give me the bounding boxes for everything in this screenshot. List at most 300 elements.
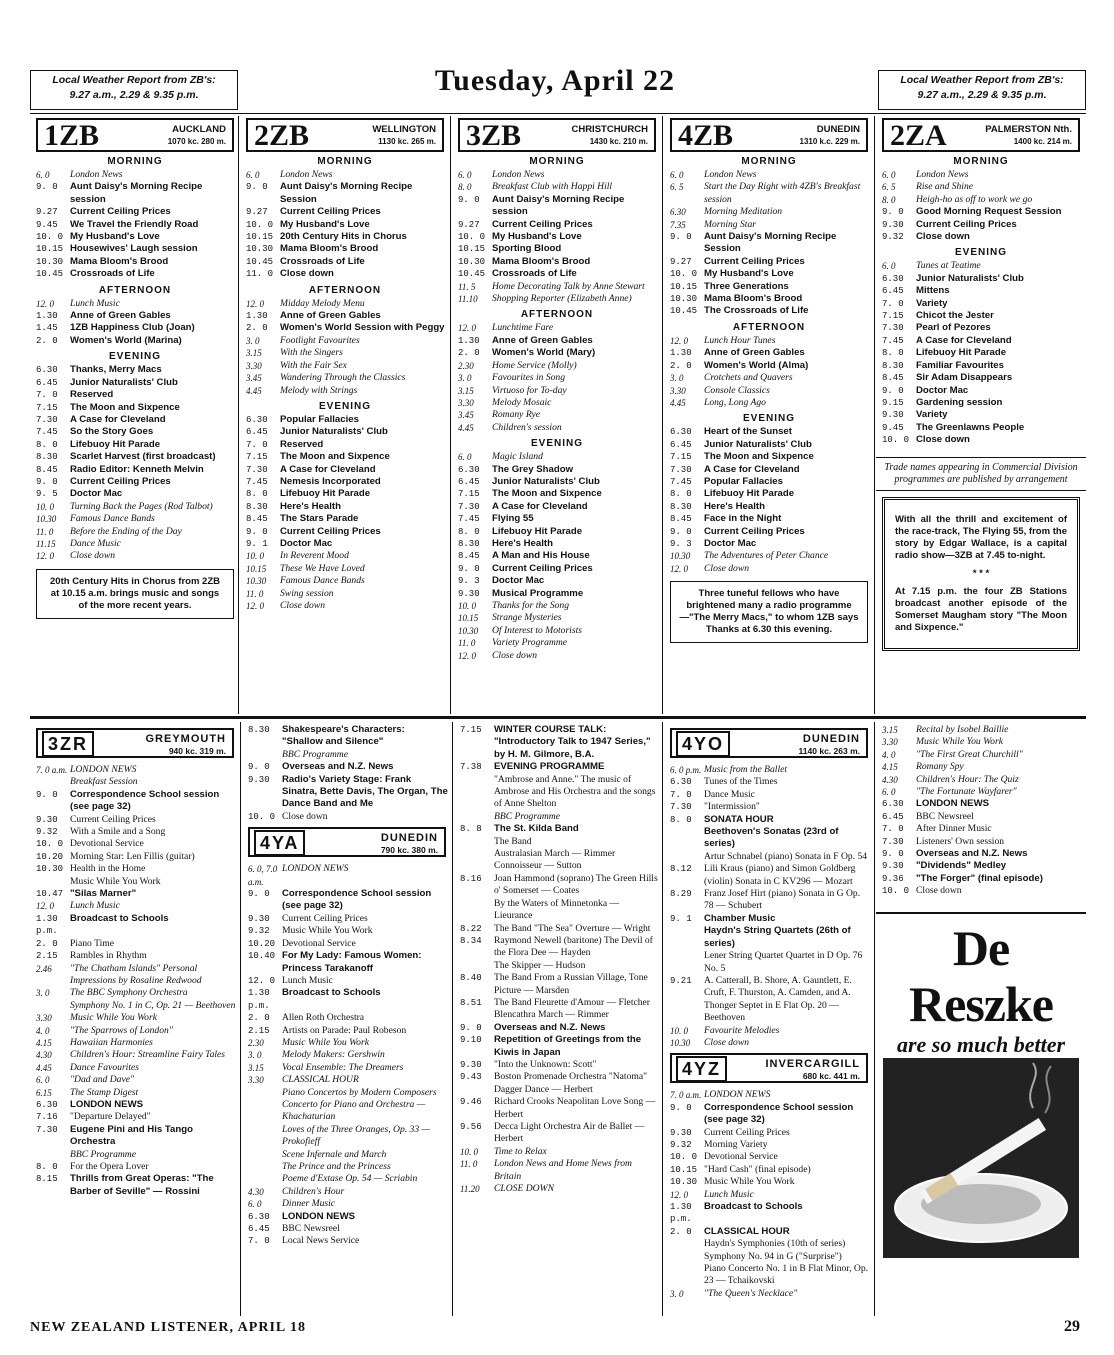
programme-item — [454, 1146, 662, 1158]
programme-title: Variety — [916, 409, 948, 421]
programme-item — [664, 181, 874, 206]
programme-item — [30, 1037, 240, 1049]
programme-title: For My Lady: Famous Women: Princess Tarakanoff — [282, 950, 422, 974]
programme-item — [454, 1096, 662, 1121]
programme-time: 11. 0 — [36, 526, 54, 537]
programme-time: 7. 0 — [670, 789, 692, 800]
programme-time: 7.30 — [36, 414, 58, 425]
programme-title: The Skipper — Hudson — [494, 959, 586, 971]
programme-item — [242, 1074, 452, 1086]
programme-title: Thanks, Merry Macs — [70, 364, 162, 376]
programme-item — [30, 863, 240, 875]
programme-time: 8.30 — [246, 501, 268, 512]
programme-title: Connoisseur — Sutton — [494, 860, 582, 872]
programme-item — [240, 451, 450, 463]
programme-title: Dance Favourites — [70, 1061, 140, 1073]
programme-title: My Husband's Love — [280, 218, 370, 230]
programme-title: Doctor Mac — [70, 488, 123, 500]
programme-title: Reserved — [70, 389, 114, 401]
programme-time: 8.30 — [882, 360, 904, 371]
programme-item — [452, 385, 662, 397]
programme-item — [242, 724, 452, 749]
programme-item — [664, 501, 874, 513]
column-rule — [450, 116, 451, 714]
programme-item — [876, 873, 1086, 885]
programme-item — [454, 1158, 662, 1183]
programme-item — [242, 987, 452, 1012]
programme-time: 7.45 — [882, 335, 904, 346]
programme-item — [664, 1139, 874, 1151]
programme-title: London News — [70, 169, 123, 180]
programme-time: 8.34 — [460, 935, 482, 946]
programme-time: 6.15 — [36, 1087, 52, 1098]
programme-item — [452, 526, 662, 538]
programme-item — [30, 814, 240, 826]
programme-time: 9. 0 — [670, 232, 692, 243]
programme-title: "Intermission" — [704, 801, 760, 813]
programme-time: 9.32 — [36, 827, 58, 838]
programme-time: 11.10 — [458, 294, 478, 305]
programme-time: 9.32 — [670, 1139, 692, 1150]
station-frequency: 1310 k.c. 229 m. — [799, 137, 860, 146]
programme-title: Flying 55 — [492, 513, 534, 525]
programme-time: 12. 0 — [36, 551, 54, 562]
programme-time: 12. 0 — [458, 650, 476, 661]
programme-item — [240, 231, 450, 243]
programme-item — [452, 360, 662, 372]
programme-title: Favourites in Song — [492, 372, 566, 384]
programme-time: 10.30 — [670, 294, 698, 305]
programme-title: Footlight Favourites — [280, 334, 360, 346]
programme-item — [240, 575, 450, 587]
programme-title: Children's Hour: Streamline Fairy Tales — [70, 1049, 226, 1061]
programme-item — [30, 950, 240, 962]
programme-time: 8.40 — [460, 973, 482, 984]
programme-title: Pearl of Pezores — [916, 322, 991, 334]
programme-item — [240, 513, 450, 525]
station-city: DUNEDIN — [816, 124, 860, 135]
programme-item — [30, 1062, 240, 1074]
programme-title: Piano Concertos by Modern Composers — [282, 1086, 437, 1098]
programme-title: Artur Schnabel (piano) Sonata in F Op. 54 — [704, 850, 868, 862]
programme-time: 4.45 — [246, 385, 262, 396]
programme-time: 3.30 — [882, 737, 898, 748]
programme-item — [240, 181, 450, 206]
programme-item — [876, 749, 1086, 761]
programme-time: 7. 0 — [882, 824, 904, 835]
programme-title: Junior Naturalists' Club — [492, 475, 600, 487]
programme-time: 6.30 — [670, 427, 692, 438]
programme-title: Close down — [280, 600, 326, 611]
programme-time: 2. 0 — [36, 938, 58, 949]
programme-title: LONDON NEWS — [70, 764, 137, 775]
programme-title: Lunch Music — [282, 974, 333, 986]
programme-item — [454, 774, 662, 811]
programme-item — [240, 464, 450, 476]
programme-title: Beethoven's Sonatas (23rd of series) — [704, 826, 839, 850]
programme-time: 12. 0 — [670, 335, 688, 346]
programme-time: 9.45 — [36, 219, 58, 230]
programme-title: Correspondence School session (see page 32) — [282, 888, 432, 912]
programme-time: 7.15 — [670, 452, 692, 463]
programme-item — [454, 761, 662, 773]
programme-time: 10.30 — [670, 1177, 698, 1188]
station-header — [36, 118, 234, 152]
programme-time: 11. 0 — [460, 1159, 478, 1170]
programme-title: Close down — [916, 885, 962, 897]
programme-time: 7.30 — [458, 501, 480, 512]
programme-time: 6.45 — [36, 377, 58, 388]
programme-title: SONATA HOUR — [704, 813, 774, 825]
programme-title: Variety Programme — [492, 637, 568, 649]
station-frequency: 680 kc. 441 m. — [802, 1071, 860, 1082]
programme-title: My Husband's Love — [704, 268, 794, 280]
programme-title: The St. Kilda Band — [494, 823, 579, 835]
programme-time: 8. 8 — [460, 824, 482, 835]
programme-time: 9. 0 — [246, 526, 268, 537]
programme-title: Lunch Music — [704, 1188, 754, 1200]
section-heading: AFTERNOON — [520, 309, 594, 321]
programme-time: 10. 0 — [458, 232, 486, 243]
programme-item — [664, 293, 874, 305]
programme-item — [30, 439, 240, 451]
programme-item — [240, 322, 450, 334]
programme-time: 10.30 — [670, 1037, 691, 1048]
programme-time: 3. 0 — [670, 373, 684, 384]
programme-title: Poeme d'Extase Op. 54 — Scriabin — [282, 1173, 418, 1185]
programme-title: Devotional Service — [70, 838, 144, 850]
programme-time: 10. 0 — [882, 886, 910, 897]
programme-title: Strange Mysteries — [492, 612, 562, 624]
promo-paragraph: At 7.15 p.m. the four ZB Stations broadcast another episode of the Somerset Maugham story "The Moon and Sixpence." — [895, 585, 1067, 633]
programme-time: 12. 0 — [36, 901, 54, 912]
programme-time: 8.45 — [882, 373, 904, 384]
programme-time: 6.30 — [882, 799, 904, 810]
programme-item — [664, 1189, 874, 1201]
station-column-4yz-continued — [876, 724, 1086, 1314]
programme-title: Mama Bloom's Brood — [70, 255, 169, 267]
programme-title: Children's Hour — [282, 1185, 345, 1197]
programme-title: Correspondence School session (see page 32) — [70, 788, 220, 813]
programme-item — [452, 501, 662, 513]
programme-item — [452, 488, 662, 500]
programme-title: Nemesis Incorporated — [280, 475, 381, 487]
programme-title: A. Catterall, B. Shore, A. Gauntlett, E. Cruft, F. Thurston, A. Camden, and A. Thonger Septet in E Flat Op. 20 — Beethoven — [704, 974, 852, 1024]
programme-time: 6. 0 — [458, 452, 472, 463]
mid-rule — [30, 716, 1086, 719]
programme-item — [30, 1000, 240, 1012]
programme-title: Crotchets and Quavers — [704, 372, 793, 384]
programme-title: Anne of Green Gables — [280, 310, 381, 322]
station-frequency: 1130 kc. 265 m. — [378, 137, 436, 146]
programme-time: 10.45 — [246, 256, 274, 267]
programme-item — [242, 913, 452, 925]
programme-item — [242, 888, 452, 913]
station-frequency: 1430 kc. 210 m. — [589, 137, 648, 146]
programme-time: 7.45 — [36, 427, 58, 438]
programme-time: 9.30 — [882, 861, 904, 872]
programme-title: Devotional Service — [282, 937, 356, 949]
programme-time: 4. 0 — [36, 1025, 50, 1036]
programme-item — [30, 550, 240, 562]
programme-title: The Moon and Sixpence — [280, 451, 390, 463]
programme-title: "Departure Delayed" — [70, 1111, 151, 1123]
programme-time: 9.21 — [670, 975, 692, 986]
programme-title: Face in the Night — [704, 513, 782, 525]
programme-item — [664, 1176, 874, 1188]
programme-item — [30, 938, 240, 950]
programme-time: 6. 5 — [670, 182, 684, 193]
programme-title: Crossroads of Life — [70, 268, 155, 280]
programme-title: Shakespeare's Characters: "Shallow and Silence" — [282, 724, 405, 748]
programme-title: Familiar Favourites — [916, 359, 1004, 371]
programme-title: "The Chatham Islands" Personal Impressions by Rosaline Redwood — [70, 962, 202, 986]
programme-title: Overseas and N.Z. News — [282, 761, 394, 773]
programme-item — [30, 298, 240, 310]
programme-item — [664, 335, 874, 347]
programme-title: Thanks for the Song — [492, 600, 570, 611]
programme-item — [242, 1235, 452, 1247]
programme-item — [664, 913, 874, 925]
programme-time: 6. 0, 7.0 a.m. — [248, 864, 278, 887]
programme-item — [876, 397, 1086, 409]
programme-time: 12. 0 — [248, 975, 276, 986]
programme-time: 6.30 — [36, 365, 58, 376]
programme-time: 6. 0 — [882, 261, 896, 272]
programme-title: Morning Variety — [704, 1138, 768, 1150]
programme-title: Current Ceiling Prices — [280, 206, 381, 218]
programme-title: Current Ceiling Prices — [916, 218, 1017, 230]
programme-title: Turning Back the Pages (Rod Talbot) — [70, 500, 213, 512]
programme-item — [452, 372, 662, 384]
programme-time: 10.15 — [246, 563, 267, 574]
programme-time: 10.30 — [36, 256, 64, 267]
programme-item — [242, 1124, 452, 1149]
programme-time: 9. 0 — [248, 889, 270, 900]
programme-title: "The Fortunate Wayfarer" — [916, 786, 1017, 798]
programme-title: Melody Makers: Gershwin — [282, 1049, 385, 1061]
programme-time: 7.38 — [460, 762, 482, 773]
programme-time: 3. 0 — [36, 988, 50, 999]
programme-time — [670, 925, 704, 950]
programme-title: A Case for Cleveland — [280, 463, 376, 475]
programme-time: 9. 0 — [882, 849, 904, 860]
programme-time: 10. 0 — [36, 232, 64, 243]
programme-title: Children's session — [492, 421, 562, 433]
programme-time: 10. 0 — [670, 1152, 698, 1163]
weather-box-left — [30, 70, 238, 110]
programme-title: After Dinner Music — [916, 823, 992, 835]
programme-time: 7.35 — [670, 219, 686, 230]
programme-item — [30, 402, 240, 414]
programme-time: 9. 0 — [882, 207, 904, 218]
weather-line-1: Local Weather Report from ZB's: — [52, 74, 216, 86]
programme-item — [452, 563, 662, 575]
programme-title: Morning Meditation — [704, 206, 783, 218]
programme-title: Anne of Green Gables — [492, 334, 593, 346]
programme-title: Rambles in Rhythm — [70, 950, 147, 962]
programme-title: Correspondence School session (see page 32) — [704, 1101, 854, 1126]
programme-title: Chicot the Jester — [916, 310, 994, 322]
programme-title: Lener String Quartet Quartet in D Op. 76 No. 5 — [704, 950, 863, 974]
programme-time — [460, 836, 494, 848]
programme-item — [30, 1087, 240, 1099]
programme-item — [664, 169, 874, 181]
programme-title: "Into the Unknown: Scott" — [494, 1058, 597, 1070]
programme-title: The Moon and Sixpence — [492, 488, 602, 500]
programme-title: The Adventures of Peter Chance — [704, 550, 829, 562]
programme-title: Lunchtime Fare — [492, 322, 554, 334]
programme-item — [876, 836, 1086, 848]
programme-title: "Hard Cash" (final episode) — [704, 1163, 811, 1175]
programme-time: 2. 0 — [248, 1013, 270, 1024]
programme-item — [664, 372, 874, 384]
programme-time: 9.32 — [882, 232, 904, 243]
promo-box — [882, 497, 1080, 651]
programme-item — [664, 268, 874, 280]
programme-title: Close down — [704, 1036, 750, 1048]
programme-title: Scarlet Harvest (first broadcast) — [70, 451, 216, 463]
programme-item — [876, 219, 1086, 231]
programme-title: Current Ceiling Prices — [704, 255, 805, 267]
programme-title: The Moon and Sixpence — [704, 451, 814, 463]
programme-time: 9.27 — [246, 207, 268, 218]
programme-item — [240, 538, 450, 550]
programme-time: 10.47 — [36, 889, 64, 900]
station-header — [458, 118, 656, 152]
programme-title: Chamber Music — [704, 912, 776, 924]
programme-time: 9.43 — [460, 1072, 482, 1083]
programme-time: 7.15 — [246, 452, 268, 463]
programme-title: "Silas Marner" — [70, 888, 137, 900]
programme-item — [242, 1211, 452, 1223]
programme-time: 3.30 — [670, 385, 686, 396]
programme-item — [452, 293, 662, 305]
programme-item — [240, 298, 450, 310]
programme-item — [454, 1009, 662, 1021]
programme-title: Close down — [916, 231, 970, 243]
programme-item — [664, 219, 874, 231]
programme-time: 9. 0 — [670, 1102, 692, 1113]
programme-title: Lifebuoy Hit Parade — [492, 525, 583, 537]
footer-publication: NEW ZEALAND LISTENER, APRIL 18 — [30, 1320, 306, 1335]
programme-title: Close down — [70, 550, 116, 562]
programme-time: 7.30 — [882, 836, 904, 847]
programme-item — [240, 588, 450, 600]
programme-title: Mittens — [916, 285, 950, 297]
programme-item — [452, 612, 662, 624]
programme-item — [664, 1288, 874, 1300]
station-city: INVERCARGILL — [765, 1058, 860, 1071]
programme-time: 6. 0 — [36, 1075, 50, 1086]
programme-title: The Greenlawns People — [916, 421, 1025, 433]
programme-item — [30, 414, 240, 426]
programme-time: 12. 0 — [246, 298, 264, 309]
programme-time: 9. 0 — [36, 182, 58, 193]
programme-item — [242, 950, 452, 975]
programme-time — [460, 774, 494, 811]
programme-time: 4.45 — [36, 1062, 52, 1073]
programme-item — [664, 1201, 874, 1226]
programme-time: 6.30 — [246, 414, 268, 425]
programme-time: 9. 0 — [670, 526, 692, 537]
programme-title: Current Ceiling Prices — [492, 218, 593, 230]
programme-title: Anne of Green Gables — [704, 347, 805, 359]
programme-time: 4.15 — [36, 1037, 52, 1048]
programme-item — [30, 1149, 240, 1161]
programme-item — [30, 243, 240, 255]
programme-item — [876, 860, 1086, 872]
programme-time: 1.30 p.m. — [36, 913, 58, 937]
programme-time: 3.15 — [248, 1062, 264, 1073]
programme-item — [876, 848, 1086, 860]
programme-item — [30, 987, 240, 999]
programme-item — [876, 798, 1086, 810]
programme-time: 11. 0 — [246, 588, 264, 599]
programme-item — [664, 426, 874, 438]
programme-time: 9.56 — [460, 1122, 482, 1132]
programme-time: 7. 0 — [246, 439, 268, 450]
programme-title: A Case for Cleveland — [492, 500, 588, 512]
station-city: DUNEDIN — [802, 733, 860, 745]
programme-time: 4. 0 — [882, 749, 896, 760]
programme-item — [30, 838, 240, 850]
programme-item — [452, 194, 662, 219]
programme-time: 9.30 — [882, 219, 904, 230]
programme-item — [30, 1124, 240, 1149]
programme-item — [30, 310, 240, 322]
programme-item — [30, 181, 240, 206]
programme-item — [876, 169, 1086, 181]
programme-title: Loves of the Three Oranges, Op. 33 — Prokofieff — [282, 1123, 431, 1148]
programme-time: 8.15 — [36, 1174, 58, 1185]
programme-item — [452, 256, 662, 268]
station-frequency: 790 kc. 380 m. — [380, 845, 438, 856]
programme-item — [30, 389, 240, 401]
programme-item — [242, 863, 452, 888]
programme-item — [454, 1022, 662, 1034]
programme-title: Junior Naturalists' Club — [280, 426, 388, 438]
programme-item — [240, 310, 450, 322]
programme-time: 2.15 — [248, 1025, 270, 1036]
station-city: AUCKLAND — [172, 124, 226, 135]
programme-item — [454, 724, 662, 761]
programme-title: Women's World (Marina) — [70, 334, 182, 346]
programme-title: Music from the Ballet — [704, 764, 788, 775]
station-header — [36, 728, 234, 758]
programme-item — [664, 464, 874, 476]
programme-item — [664, 863, 874, 888]
station-column-2za — [876, 118, 1086, 712]
programme-title: Overseas and N.Z. News — [494, 1021, 606, 1033]
programme-time: 10. 0 — [460, 1146, 478, 1157]
programme-time: 6.45 — [248, 1224, 270, 1235]
programme-time: 11.15 — [36, 538, 56, 549]
programme-title: Sir Adam Disappears — [916, 372, 1013, 384]
programme-time: 10.45 — [458, 269, 486, 280]
programme-title: The BBC Symphony Orchestra — [70, 987, 188, 999]
programme-time: 3. 0 — [246, 335, 260, 346]
programme-time: 12. 0 — [246, 601, 264, 611]
programme-item — [452, 650, 662, 662]
programme-time: 9. 0 — [248, 762, 270, 773]
programme-item — [454, 811, 662, 823]
programme-time: 7. 0 a.m. — [36, 765, 68, 775]
programme-item — [876, 322, 1086, 334]
programme-time: 9. 0 — [246, 182, 268, 193]
programme-title: Time to Relax — [494, 1145, 547, 1157]
programme-item — [242, 1012, 452, 1024]
